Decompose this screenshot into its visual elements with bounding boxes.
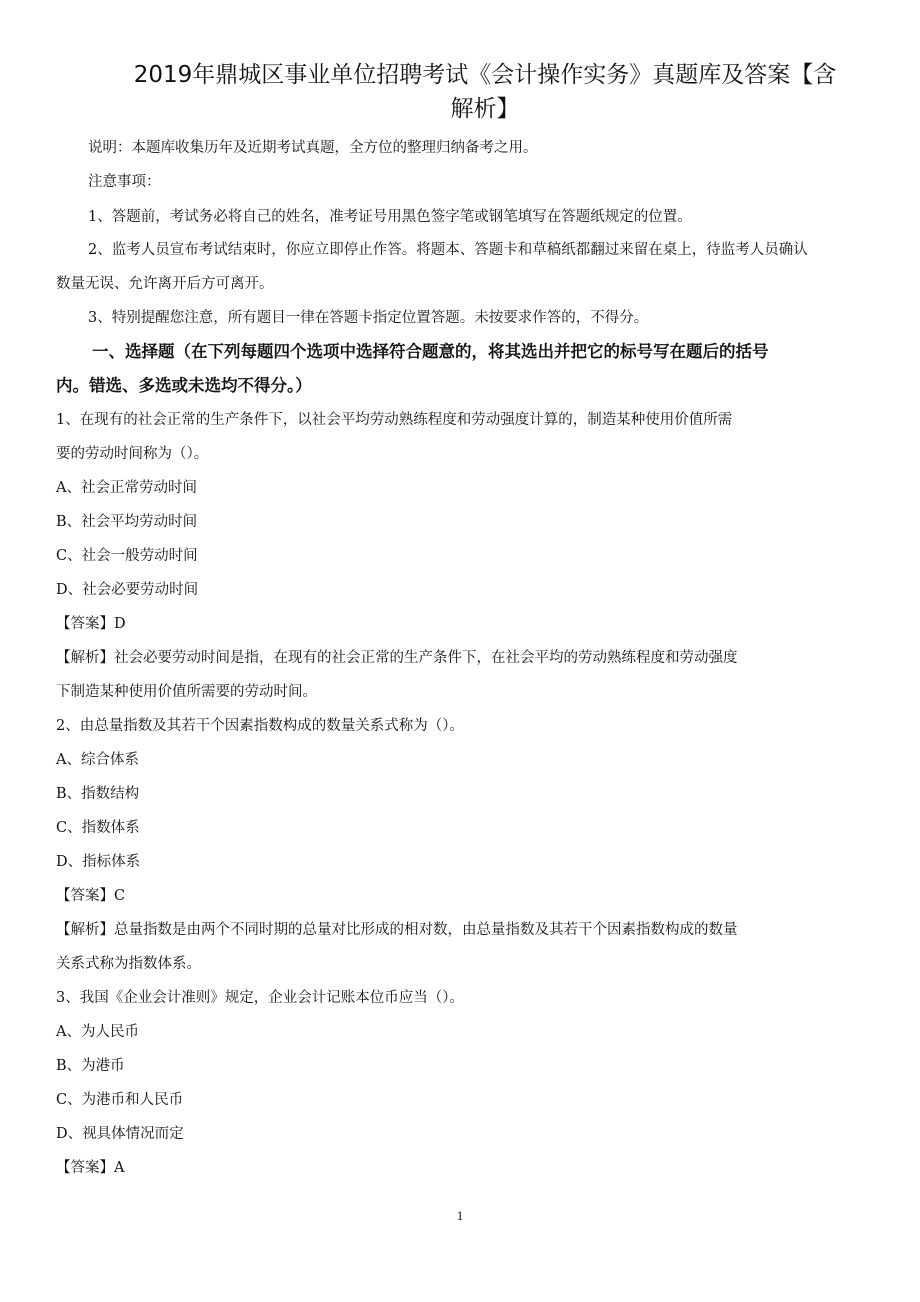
intro-text: 说明：本题库收集历年及近期考试真题，全方位的整理归纳备考之用。 (88, 140, 538, 156)
question-2-option-d: D、指标体系 (56, 854, 141, 870)
answer-label: 【答案】 (56, 616, 114, 632)
answer-label: 【答案】 (56, 1160, 114, 1176)
notice-item-2-cont: 数量无误、允许离开后方可离开。 (56, 276, 274, 292)
question-1-option-b: B、社会平均劳动时间 (56, 514, 198, 530)
question-3-option-c: C、为港币和人民币 (56, 1092, 184, 1108)
section-heading-line-2: 内。错选、多选或未选均不得分。） (56, 376, 312, 395)
question-3-option-d: D、视具体情况而定 (56, 1126, 184, 1142)
title-line-2: 解析】 (450, 96, 520, 122)
question-2-option-c: C、指数体系 (56, 820, 140, 836)
question-1-option-d: D、社会必要劳动时间 (56, 582, 199, 598)
question-1-analysis-cont: 下制造某种使用价值所需要的劳动时间。 (56, 684, 317, 700)
answer-value: D (114, 616, 126, 632)
notice-item-1: 1、答题前，考试务必将自己的姓名，准考证号用黑色签字笔或钢笔填写在答题纸规定的位置。 (88, 209, 692, 225)
question-3-option-b: B、为港币 (56, 1058, 125, 1074)
answer-label: 【答案】 (56, 888, 114, 904)
section-heading-line-1: 一、选择题（在下列每题四个选项中选择符合题意的，将其选出并把它的标号写在题后的括号 (92, 342, 769, 361)
question-3-answer (56, 1156, 124, 1177)
question-2-stem: 2、由总量指数及其若干个因素指数构成的数量关系式称为（）。 (56, 718, 464, 734)
question-1-stem: 1、在现有的社会正常的生产条件下，以社会平均劳动熟练程度和劳动强度计算的，制造某种使用价值所需 (56, 412, 733, 428)
question-2-option-b: B、指数结构 (56, 786, 140, 802)
answer-value: C (114, 888, 126, 904)
question-2-answer (56, 884, 125, 905)
question-1-option-c: C、社会一般劳动时间 (56, 548, 198, 564)
question-2-analysis (56, 918, 738, 939)
answer-value: A (114, 1160, 125, 1176)
question-1-answer (56, 612, 126, 633)
question-2-analysis-cont: 关系式称为指数体系。 (56, 956, 201, 972)
notice-heading: 注意事项： (88, 174, 161, 190)
title-line-1: 2019年鼎城区事业单位招聘考试《会计操作实务》真题库及答案【含 (133, 62, 837, 88)
question-2-option-a: A、综合体系 (56, 752, 139, 768)
analysis-text: 社会必要劳动时间是指，在现有的社会正常的生产条件下，在社会平均的劳动熟练程度和劳动强度 (114, 650, 738, 666)
question-3-stem: 3、我国《企业会计准则》规定，企业会计记账本位币应当（）。 (56, 990, 464, 1006)
analysis-label: 【解析】 (56, 922, 114, 938)
page-number: 1 (456, 1208, 464, 1223)
notice-item-2: 2、监考人员宣布考试结束时，你应立即停止作答。将题本、答题卡和草稿纸都翻过来留在桌上，待监考人员确认 (88, 242, 808, 258)
analysis-text: 总量指数是由两个不同时期的总量对比形成的相对数，由总量指数及其若干个因素指数构成的数量 (114, 922, 738, 938)
analysis-label: 【解析】 (56, 650, 114, 666)
question-3-option-a: A、为人民币 (56, 1024, 139, 1040)
question-1-analysis (56, 646, 738, 667)
document-title (100, 58, 870, 126)
notice-item-3: 3、特别提醒您注意，所有题目一律在答题卡指定位置答题。未按要求作答的，不得分。 (88, 310, 649, 326)
question-1-option-a: A、社会正常劳动时间 (56, 480, 197, 496)
question-1-stem-cont: 要的劳动时间称为（）。 (56, 446, 209, 462)
